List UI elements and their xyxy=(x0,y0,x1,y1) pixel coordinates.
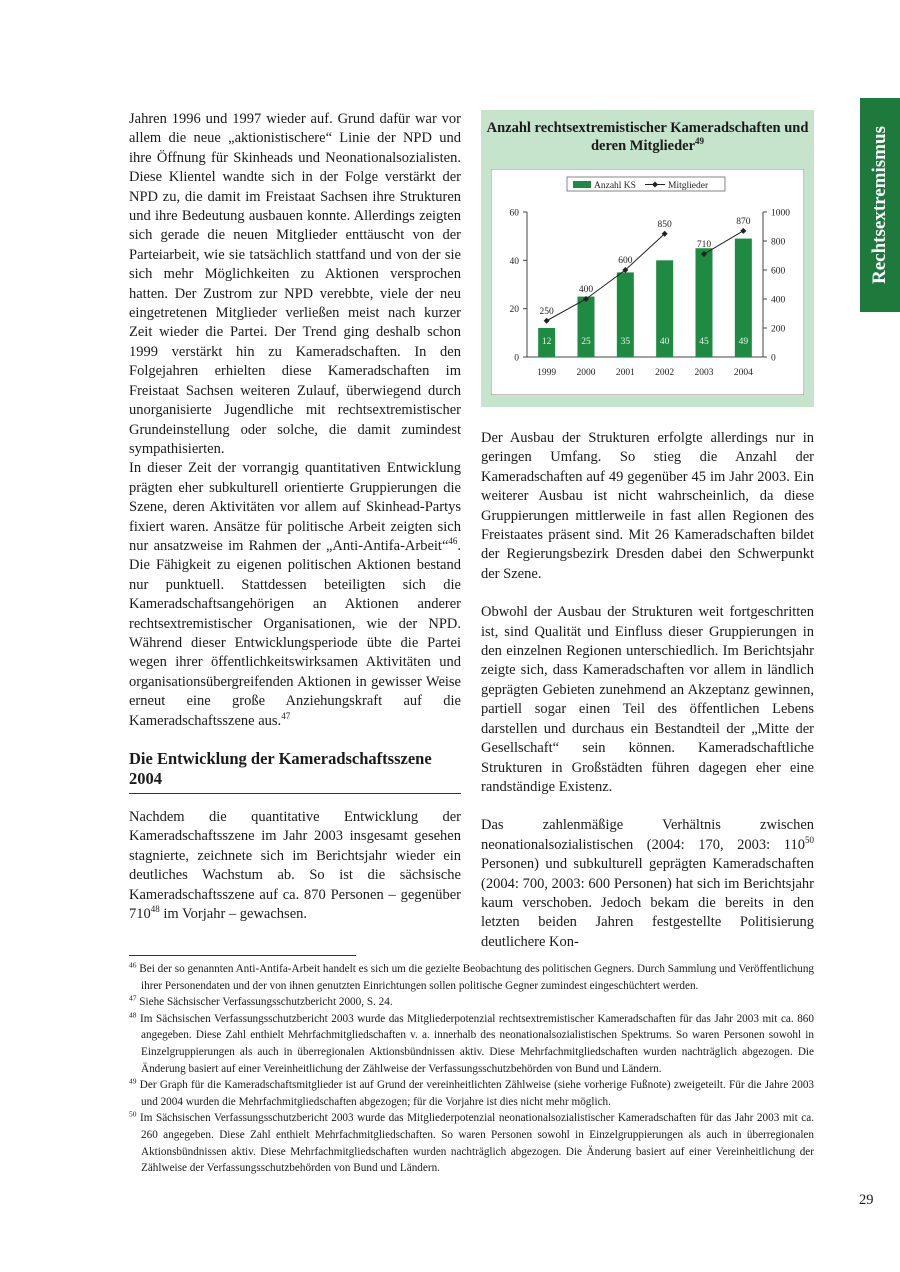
footnote: $^{47}$ Siehe Sächsischer Verfassungsschutzbericht 2000, S. 24. xyxy=(129,993,393,1009)
bar-value-label: 49 xyxy=(738,337,749,347)
x-tick-label: 2002 xyxy=(655,368,675,378)
y-right-tick-label: 400 xyxy=(771,295,786,306)
x-tick-label: 2000 xyxy=(576,368,596,378)
footnote-ref[interactable]: 47 xyxy=(281,710,291,721)
line-value-label: 850 xyxy=(657,219,672,230)
line-value-label: 600 xyxy=(618,256,633,266)
y-left-tick-label: 60 xyxy=(509,208,519,219)
chart-title: Anzahl rechtsextremistischer Kameradschaften und deren Mitglieder$^{49}$ xyxy=(486,120,809,154)
x-tick-label: 2001 xyxy=(615,368,635,378)
footnote: $^{50}$ Im Sächsischen Verfassungsschutzbericht 2003 wurde das Mitgliederpotenzial neonationalsozialistischer Kameradschaften für das Jahr 2003 mit ca. 260 angegeben. Diese Zahl enthielt Mehrfachmitgliedschaften. So waren Personen sowohl in Einzelgruppierungen als auch in überregionalen Aktionsbündnissen aktiv. Diese Mehrfachmitgliedschaften wurden nachträglich abgezogen. Die Änderung basiert auf einer Vereinheitlichung der Zählweise der Verfassungsschutzbehörden von Bund und Ländern. xyxy=(129,1109,814,1175)
bar-value-label: 25 xyxy=(581,337,591,347)
paragraph: Der Ausbau der Strukturen erfolgte allerdings nur in geringen Umfang. So stieg die Anzahl der Kameradschaften auf 49 gegenüber 45 im Jahr 2003. Ein weiterer Ausbau ist nicht wahrscheinlich, da diese Gruppierungen mittlerweile in fast allen Regionen des Freistaates präsent sind. Mit 26 Kameradschaften bildet der Regierungsbezirk Dresden dabei den Schwerpunkt der Szene. xyxy=(481,430,814,582)
legend-label: Anzahl KS xyxy=(594,181,636,191)
line-value-label: 250 xyxy=(539,306,554,317)
x-tick-label: 2004 xyxy=(733,368,753,378)
y-right-tick-label: 0 xyxy=(771,353,776,364)
footnotes xyxy=(129,961,814,1177)
section-heading: Die Entwicklung der Kameradschaftsszene 2004 xyxy=(129,749,461,794)
bar-value-label: 40 xyxy=(659,337,670,347)
line-value-label: 400 xyxy=(578,285,594,295)
chart-panel xyxy=(481,110,814,407)
footnote-ref[interactable]: 49 xyxy=(695,136,705,147)
bar xyxy=(578,297,595,357)
plot-area xyxy=(491,169,804,395)
paragraph: Obwohl der Ausbau der Strukturen weit fortgeschritten ist, sind Qualität und Einfluss dieser Gruppierungen in den einzelnen Regionen unterschiedlich. Im Berichtsjahr zeigte sich, dass Kameradschaften vor allem in ländlich geprägten Gebieten zunehmend an Akzeptanz gewinnen, partiell sogar einen Teil des öffentlichen Lebens darstellen und durchaus ein Bestandteil der „Mitte der Gesellschaft“ sein können. Kameradschaftliche Strukturen in Großstädten führen dagegen eher eine randständige Existenz. xyxy=(481,604,814,795)
footnote: $^{48}$ Im Sächsischen Verfassungsschutzbericht 2003 wurde das Mitgliederpotenzial rechtsextremistischer Kameradschaften für das Jahr 2003 mit ca. 860 angegeben. Diese Zahl enthielt Mehrfachmitgliedschaften v. a. innerhalb des neonationalsozialistischen Spektrums. So waren Personen sowohl in Einzelgruppierungen als auch in überregionalen Aktionsbündnissen aktiv. Diese Mehrfachmitgliedschaften wurden nachträglich abgezogen. Die Änderung basiert auf einer Vereinheitlichung der Zählweise der Verfassungsschutzbehörden von Bund und Ländern. xyxy=(129,1010,814,1075)
bar-value-label: 35 xyxy=(620,337,631,347)
left-column-lower xyxy=(129,808,461,924)
paragraph: In dieser Zeit der vorrangig quantitativen Entwicklung prägten eher subkulturell orientierte Gruppierungen die Szene, deren Aktivitäten vor allem auf Skinhead-Partys fixiert waren. Ansätze für politische Arbeit zeigten sich nur ansatzweise im Rahmen der „Anti-Antifa-Arbeit“$^{46}$. Die Fähigkeit zu eigenen politischen Aktionen bestand nur punktuell. Stattdessen beteiligten sich die Kameradschaftsangehörigen an Aktionen anderer rechtsextremistischer Organisationen, wie der NPD. Während dieser Entwicklungsperiode übte die Partei wegen ihrer öffentlichkeitswirksamen Aktivitäten und organisationsübergreifenden Aktionen in gewisser Weise erneut eine große Anziehungskraft auf die Kameradschaftsszene aus.$^{47}$ xyxy=(129,460,461,729)
paragraph: Nachdem die quantitative Entwicklung der Kameradschaftsszene im Jahr 2003 insgesamt gesehen stagnierte, zeichnete sich im Berichtsjahr wieder ein deutliches Wachstum ab. So ist die sächsische Kameradschaftsszene auf ca. 870 Personen – gegenüber $710^{48}$ im Vorjahr – gewachsen. xyxy=(129,809,461,923)
page-number: 29 xyxy=(859,1192,874,1208)
right-column xyxy=(481,429,814,952)
footnote-divider xyxy=(129,955,356,956)
footnote-ref[interactable]: 46 xyxy=(448,536,458,547)
y-left-tick-label: 0 xyxy=(514,353,519,364)
left-column xyxy=(129,110,461,731)
section-tab-label: Rechtsextremismus xyxy=(869,126,890,284)
y-left-tick-label: 20 xyxy=(509,305,519,316)
legend-label: Mitglieder xyxy=(668,181,709,191)
chart xyxy=(491,169,804,395)
legend-bar-swatch xyxy=(573,181,591,188)
footnote-ref[interactable]: 50 xyxy=(805,834,814,845)
y-right-tick-label: 800 xyxy=(771,237,786,248)
paragraph: Jahren 1996 und 1997 wieder auf. Grund dafür war vor allem die neue „aktionistischere“ Linie der NPD und ihre Öffnung für Skinheads und Neonationalsozialisten. Diese Klientel wandte sich in der Folge verstärkt der NPD zu, die damit im Freistaat Sachsen ihre Strukturen und ihre Bedeutung ausbauen konnte. Allerdings zeigten sich gerade die neuen Mitglieder enttäuscht von der Parteiarbeit, wie sie tatsächlich stattfand und von der sie sich mehr Möglichkeiten zu Aktionen versprochen hatten. Der Zustrom zur NPD verebbte, viele der neu eingetretenen Mitglieder verließen meist nach kurzer Zeit wieder die Partei. Der Trend ging deshalb schon 1999 verstärkt hin zu Kameradschaften. In den Folgejahren erhielten diese Kameradschaften im Freistaat Sachsen weiteren Zulauf, überwiegend durch unorganisierte Jugendliche mit rechtsextremistischer Grundeinstellung oder solche, die damit zumindest sympathisierten. xyxy=(129,111,461,457)
x-tick-label: 2003 xyxy=(694,368,714,378)
y-right-tick-label: 200 xyxy=(771,324,786,335)
y-right-tick-label: 1000 xyxy=(771,208,790,219)
footnote-ref[interactable]: 48 xyxy=(150,904,160,915)
footnote: $^{46}$ Bei der so genannten Anti-Antifa-Arbeit handelt es sich um die gezielte Beobachtung des politischen Gegners. Durch Sammlung und Veröffentlichung ihrer Personendaten und der von ihnen genutzten Einrichtungen sollen politische Gegner zumindest eingeschüchtert werden. xyxy=(129,960,815,992)
section-tab xyxy=(860,98,900,312)
y-right-tick-label: 600 xyxy=(771,266,786,277)
bar-value-label: 12 xyxy=(541,337,552,347)
paragraph: Das zahlenmäßige Verhältnis zwischen neonationalsozialistischen (2004: 170, 2003: $110^{50}$ Personen) und subkulturell geprägten Kameradschaften (2004: 700, 2003: 600 Personen) hat sich im Berichtsjahr kaum verschoben. Jedoch bekam die bereits in den letzten beiden Jahren festgestellte Politisierung deutlichere Kon- xyxy=(481,817,814,950)
bar-value-label: 45 xyxy=(699,337,709,347)
y-left-tick-label: 40 xyxy=(509,256,519,267)
x-tick-label: 1999 xyxy=(537,368,557,378)
line-value-label: 710 xyxy=(696,240,712,251)
footnote: $^{49}$ Der Graph für die Kameradschaftsmitglieder ist auf Grund der vereinheitlichten Zählweise (siehe vorherige Fußnote) zweigeteilt. Für die Jahre 2003 und 2004 wurden die Mehrfachmitgliedschaften abgezogen; für die Vorjahre ist dies nicht mehr möglich. xyxy=(129,1076,815,1108)
line-value-label: 870 xyxy=(736,216,751,227)
